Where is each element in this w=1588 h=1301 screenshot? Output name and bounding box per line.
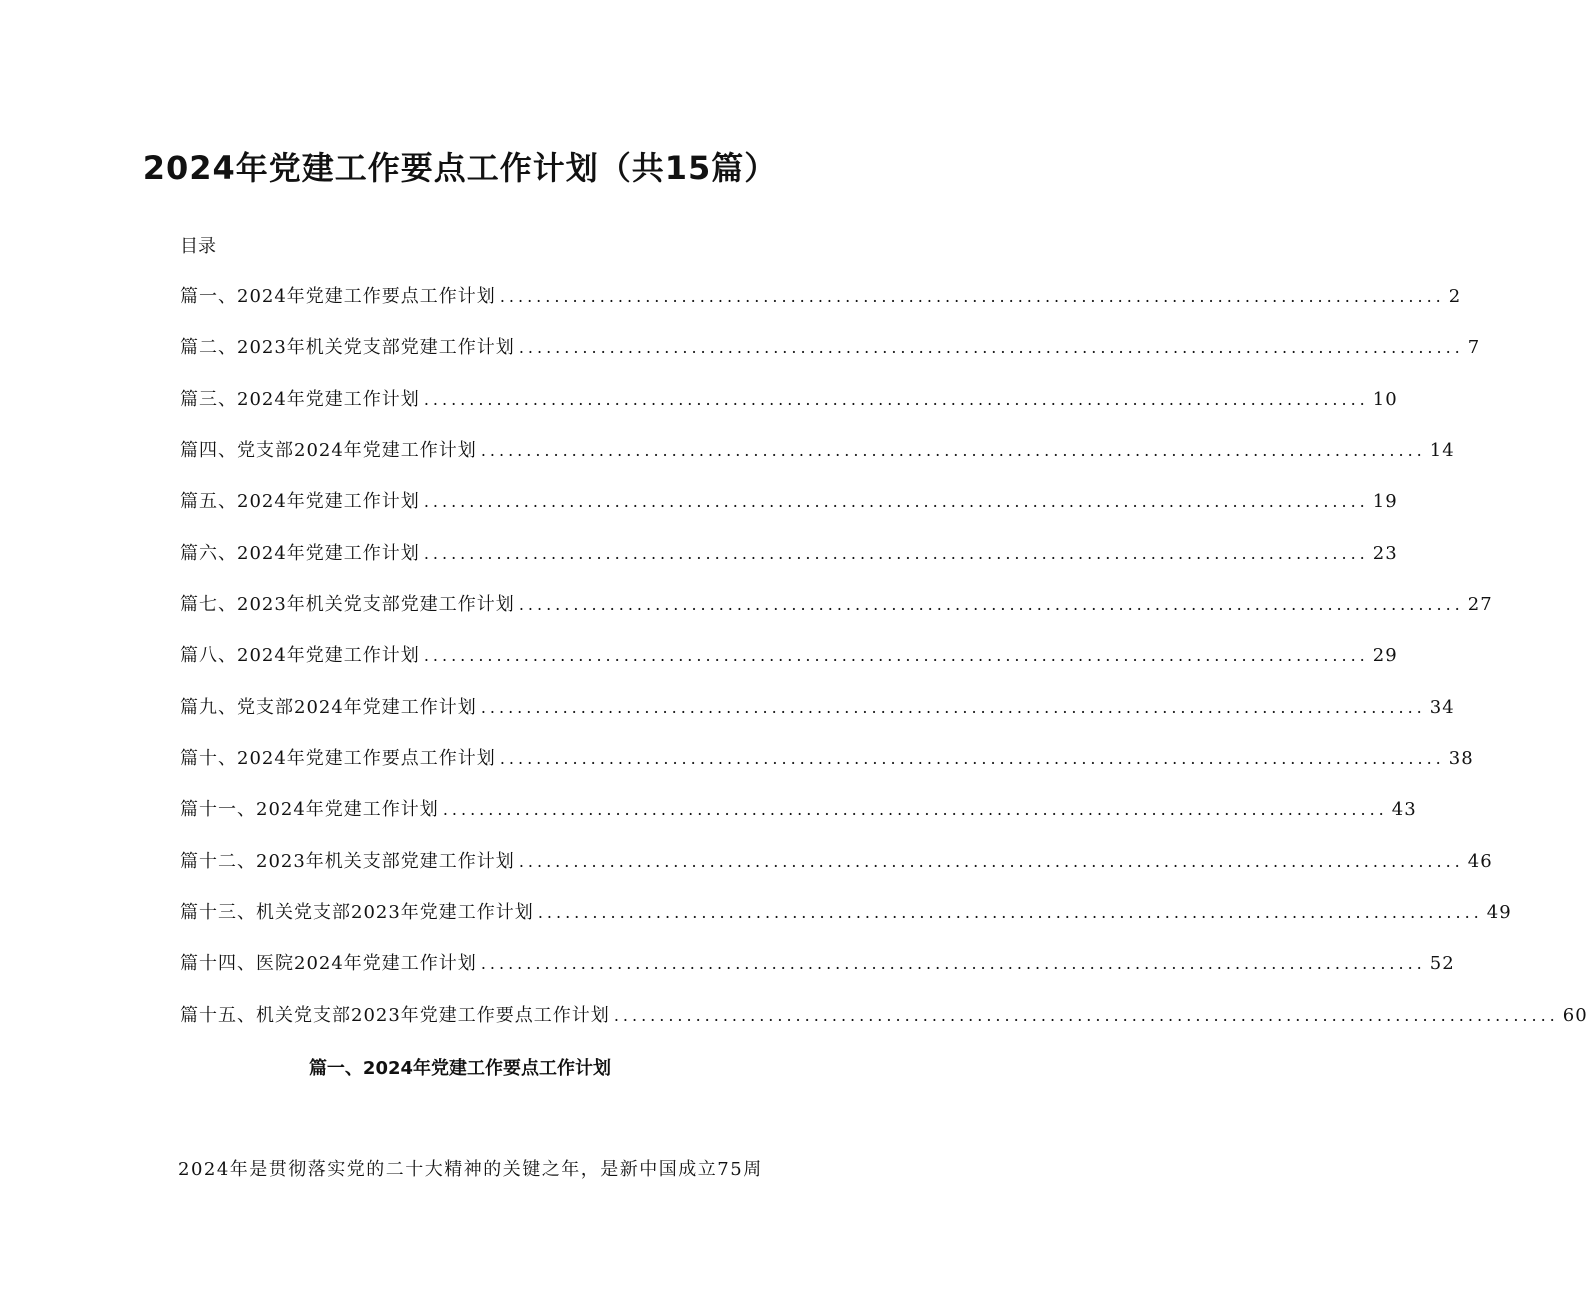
- toc-leader-dots: ........................................................................................................: [423, 646, 1369, 666]
- toc-entry-label: 篇十五、机关党支部2023年党建工作要点工作计划: [180, 1004, 610, 1026]
- toc-entry[interactable]: [180, 848, 1493, 899]
- toc-leader-dots: ........................................................................................................: [499, 749, 1445, 769]
- toc-entry-page: 34: [1429, 696, 1455, 718]
- document-title: 2024年党建工作要点工作计划（共15篇）: [142, 149, 778, 187]
- toc-leader-dots: ........................................................................................................: [480, 954, 1426, 974]
- toc-entry[interactable]: [180, 796, 1417, 847]
- toc-entry[interactable]: [180, 334, 1481, 385]
- toc-entry-label: 篇十一、2024年党建工作计划: [180, 799, 439, 821]
- toc-entry[interactable]: [180, 437, 1455, 488]
- toc-entry-label: 篇十四、医院2024年党建工作计划: [180, 953, 477, 975]
- table-of-contents: [180, 283, 1588, 1053]
- toc-entry-label: 篇十二、2023年机关支部党建工作计划: [180, 850, 515, 872]
- toc-entry-label: 篇六、2024年党建工作计划: [180, 542, 420, 564]
- toc-entry-page: 14: [1429, 440, 1455, 462]
- toc-entry-page: 10: [1372, 388, 1398, 410]
- toc-entry-page: 2: [1448, 286, 1462, 307]
- toc-entry-label: 篇一、2024年党建工作要点工作计划: [180, 286, 496, 307]
- toc-entry-page: 52: [1429, 953, 1455, 975]
- toc-entry[interactable]: [180, 488, 1398, 539]
- body-paragraph: 2024年是贯彻落实党的二十大精神的关键之年，是新中国成立75周: [178, 1159, 763, 1180]
- toc-leader-dots: ........................................................................................................: [423, 389, 1369, 409]
- toc-entry[interactable]: [180, 591, 1493, 642]
- toc-leader-dots: ........................................................................................................: [442, 800, 1388, 820]
- toc-heading: 目录: [180, 236, 216, 257]
- toc-leader-dots: ........................................................................................................: [480, 697, 1426, 717]
- toc-leader-dots: ........................................................................................................: [480, 441, 1426, 461]
- toc-leader-dots: ........................................................................................................: [518, 851, 1464, 871]
- toc-entry-page: 60: [1562, 1004, 1588, 1026]
- toc-leader-dots: ........................................................................................................: [518, 595, 1464, 615]
- toc-entry[interactable]: [180, 745, 1474, 796]
- section-heading: 篇一、2024年党建工作要点工作计划: [308, 1058, 612, 1079]
- toc-leader-dots: ........................................................................................................: [613, 1005, 1559, 1025]
- toc-entry-label: 篇五、2024年党建工作计划: [180, 491, 420, 513]
- toc-entry-label: 篇七、2023年机关党支部党建工作计划: [180, 594, 515, 616]
- toc-entry-page: 46: [1467, 850, 1493, 872]
- toc-leader-dots: ........................................................................................................: [423, 492, 1369, 512]
- toc-entry[interactable]: [180, 1002, 1588, 1053]
- toc-entry-page: 38: [1448, 748, 1474, 770]
- toc-entry[interactable]: [180, 694, 1455, 745]
- toc-entry-label: 篇九、党支部2024年党建工作计划: [180, 696, 477, 718]
- toc-entry-label: 篇十三、机关党支部2023年党建工作计划: [180, 902, 534, 924]
- toc-entry[interactable]: [180, 950, 1455, 1001]
- toc-entry-label: 篇四、党支部2024年党建工作计划: [180, 440, 477, 462]
- toc-leader-dots: ........................................................................................................: [537, 903, 1483, 923]
- toc-entry-page: 7: [1467, 337, 1481, 359]
- toc-entry-label: 篇二、2023年机关党支部党建工作计划: [180, 337, 515, 359]
- toc-entry[interactable]: [180, 899, 1512, 950]
- toc-entry[interactable]: [180, 642, 1398, 693]
- toc-entry-page: 29: [1372, 645, 1398, 667]
- toc-entry[interactable]: [180, 386, 1398, 437]
- toc-entry-page: 27: [1467, 594, 1493, 616]
- toc-entry[interactable]: [180, 283, 1462, 334]
- toc-entry-label: 篇八、2024年党建工作计划: [180, 645, 420, 667]
- toc-leader-dots: ........................................................................................................: [423, 543, 1369, 563]
- toc-entry-page: 23: [1372, 542, 1398, 564]
- toc-leader-dots: ........................................................................................................: [499, 287, 1445, 306]
- toc-entry-label: 篇十、2024年党建工作要点工作计划: [180, 748, 496, 770]
- toc-entry-page: 43: [1391, 799, 1417, 821]
- toc-leader-dots: ........................................................................................................: [518, 338, 1464, 358]
- toc-entry[interactable]: [180, 540, 1398, 591]
- toc-entry-page: 49: [1486, 902, 1512, 924]
- toc-entry-page: 19: [1372, 491, 1398, 513]
- toc-entry-label: 篇三、2024年党建工作计划: [180, 388, 420, 410]
